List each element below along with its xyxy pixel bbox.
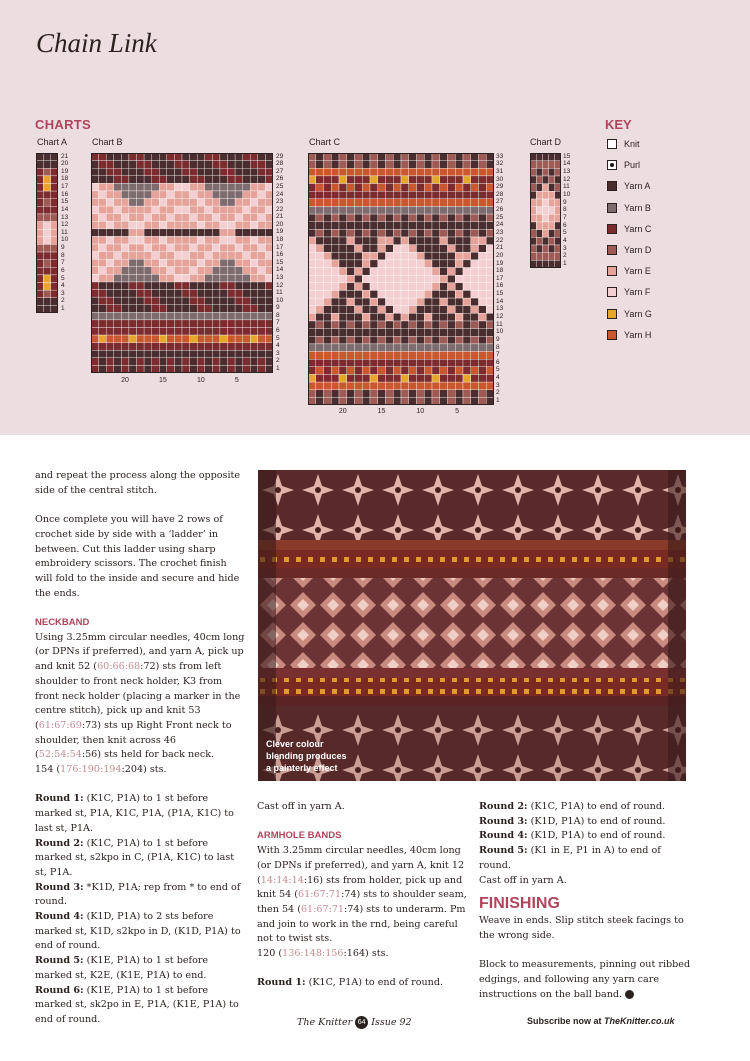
row-number: 29 xyxy=(276,152,284,160)
row-number: 20 xyxy=(496,251,504,259)
knitted-fabric-photo xyxy=(258,470,686,781)
row-number: 10 xyxy=(563,190,571,198)
chart-b-label: Chart B xyxy=(92,137,123,147)
row-number: 1 xyxy=(61,304,65,312)
issue-number: Issue 92 xyxy=(371,1017,412,1028)
round-4: Round 4: (K1D, P1A) to end of round. xyxy=(479,830,666,842)
key-item xyxy=(607,330,651,340)
page-title: Chain Link xyxy=(36,28,157,58)
row-number: 28 xyxy=(276,160,284,168)
row-number: 22 xyxy=(276,205,284,213)
row-number: 27 xyxy=(276,167,284,175)
row-number: 30 xyxy=(496,175,504,183)
row-number: 9 xyxy=(496,335,500,343)
footer-subscribe: Subscribe now at TheKnitter.co.uk xyxy=(527,1016,675,1026)
chart-a-grid xyxy=(36,153,58,313)
swatch-icon xyxy=(607,330,617,340)
row-number: 6 xyxy=(61,266,65,274)
row-number: 5 xyxy=(276,334,280,342)
row-number: 18 xyxy=(496,267,504,275)
row-number: 28 xyxy=(496,190,504,198)
end-mark-icon xyxy=(625,990,634,999)
swatch-icon xyxy=(607,245,617,255)
row-number: 21 xyxy=(61,152,69,160)
neckband-text: Using 3.25mm circular needles, 40cm long (or DPNs if preferred), and yarn A, pick up and knit 52 (60:66:68:72) sts from left shoulder to front neck holder, K3 from front neck holder (placing a marker in the centre stitch), pick up and knit 53 (61:67:69:73) sts up Right Front neck to shoulder, then knit across 46 (52:54:54:56) sts held for back neck. 154 (176:190:194:204) sts. xyxy=(35,631,245,776)
row-number: 16 xyxy=(61,190,69,198)
row-number: 3 xyxy=(496,381,500,389)
row-number: 4 xyxy=(61,282,65,290)
key-item xyxy=(607,181,650,191)
round-3: Round 3: *K1D, P1A; rep from * to end of round. xyxy=(35,881,241,908)
row-number: 32 xyxy=(496,160,504,168)
row-number: 1 xyxy=(276,365,280,372)
chart-b-grid xyxy=(91,153,273,373)
paragraph: Weave in ends. Slip stitch steek facings to the wrong side. xyxy=(479,915,684,941)
row-number: 6 xyxy=(563,221,567,229)
row-number: 9 xyxy=(61,244,65,252)
row-number: 12 xyxy=(61,221,69,229)
chart-d-label: Chart D xyxy=(530,137,562,147)
key-label: Yarn B xyxy=(624,202,651,213)
row-number: 5 xyxy=(496,366,500,374)
chart-a-label: Chart A xyxy=(37,137,68,147)
row-number: 4 xyxy=(563,236,567,244)
row-number: 2 xyxy=(276,357,280,365)
row-number: 5 xyxy=(563,229,567,237)
key-label: Yarn C xyxy=(624,223,652,234)
row-number: 17 xyxy=(496,274,504,282)
row-number: 25 xyxy=(496,213,504,221)
row-number: 14 xyxy=(496,297,504,305)
row-number: 20 xyxy=(276,220,284,228)
row-number: 6 xyxy=(496,358,500,366)
row-number: 1 xyxy=(496,396,500,404)
row-number: 7 xyxy=(61,259,65,267)
key-label: Yarn G xyxy=(624,308,652,319)
charts-heading: CHARTS xyxy=(35,117,91,132)
row-number: 8 xyxy=(276,311,280,319)
row-number: 19 xyxy=(496,259,504,267)
row-number: 3 xyxy=(61,289,65,297)
row-number: 17 xyxy=(276,243,284,251)
swatch-icon xyxy=(607,287,617,297)
key-label: Yarn D xyxy=(624,245,652,255)
column-2 xyxy=(257,800,467,991)
row-number: 13 xyxy=(496,305,504,313)
row-number: 8 xyxy=(61,251,65,259)
swatch-icon xyxy=(607,266,617,276)
magazine-name: The Knitter xyxy=(297,1017,353,1028)
key-item xyxy=(607,160,640,170)
row-number: 9 xyxy=(276,304,280,312)
row-number: 26 xyxy=(276,175,284,183)
row-number: 12 xyxy=(496,312,504,320)
round-6: Round 6: (K1E, P1A) to 1 st before marked st, sk2po in E, P1A, (K1E, P1A) to end of round. xyxy=(35,984,239,1025)
row-number: 26 xyxy=(496,206,504,214)
row-number: 15 xyxy=(496,290,504,298)
row-number: 11 xyxy=(61,228,68,236)
finishing-heading: FINISHING xyxy=(479,895,560,913)
row-number: 1 xyxy=(563,259,567,267)
row-number: 14 xyxy=(61,205,69,213)
swatch-icon xyxy=(607,224,617,234)
row-number: 27 xyxy=(496,198,504,206)
round-2: Round 2: (K1C, P1A) to end of round. xyxy=(479,801,666,812)
row-number: 16 xyxy=(276,251,284,259)
subscribe-link[interactable]: TheKnitter.co.uk xyxy=(604,1016,675,1026)
row-number: 9 xyxy=(563,198,567,206)
armhole-text: With 3.25mm circular needles, 40cm long (or DPNs if preferred), and yarn A, knit 12 (14:14:14:16) sts from holder, pick up and knit 54 (61:67:71:74) sts to shoulder seam, then 54 (61:67:71:74) sts to underarm. Pm and join to work in the rnd, being careful not to twist sts. 120 (136:148:156:164) sts. xyxy=(257,845,467,960)
key-item xyxy=(607,287,650,297)
round-2: Round 2: (K1C, P1A) to 1 st before marked st, s2kpo in C, (P1A, K1C) to last st, P1A. xyxy=(35,837,235,878)
row-number: 15 xyxy=(61,198,69,206)
key-label: Purl xyxy=(624,160,641,171)
row-number: 5 xyxy=(61,274,65,282)
row-number: 2 xyxy=(563,252,567,260)
swatch-icon xyxy=(607,181,617,191)
row-number: 15 xyxy=(276,258,284,266)
row-number: 19 xyxy=(276,228,284,236)
row-number: 10 xyxy=(496,328,504,336)
neckband-heading: NECKBAND xyxy=(35,617,90,628)
row-number: 2 xyxy=(61,297,65,305)
paragraph: Once complete you will have 2 rows of crochet side by side with a ‘ladder’ in between. Cut this ladder using sharp embroidery scissors. The crochet finish will fold to the inside and secure and hide the ends. xyxy=(35,514,240,599)
row-number: 10 xyxy=(276,296,284,304)
row-number: 23 xyxy=(276,198,284,206)
row-number: 8 xyxy=(563,206,567,214)
key-item xyxy=(607,139,640,149)
column-number: 15 xyxy=(377,408,386,415)
row-number: 11 xyxy=(276,289,283,297)
row-number: 4 xyxy=(276,342,280,350)
row-number: 33 xyxy=(496,152,504,160)
chart-b-column-numbers xyxy=(91,377,273,387)
row-number: 8 xyxy=(496,343,500,351)
row-number: 31 xyxy=(496,167,504,175)
key-label: Yarn H xyxy=(624,329,652,340)
row-number: 10 xyxy=(61,236,69,244)
chart-c-label: Chart C xyxy=(309,137,341,147)
paragraph: Cast off in yarn A. xyxy=(257,801,345,812)
key-item xyxy=(607,266,651,276)
key-label: Knit xyxy=(624,139,640,149)
row-number: 12 xyxy=(563,175,571,183)
row-number: 7 xyxy=(276,319,280,327)
chart-c-grid xyxy=(308,153,494,405)
key-label: Yarn E xyxy=(624,266,651,277)
round-5: Round 5: (K1 in E, P1 in A) to end of round. xyxy=(479,845,661,871)
row-number: 7 xyxy=(563,213,567,221)
column-number: 20 xyxy=(121,377,129,384)
column-number: 5 xyxy=(234,377,239,384)
row-number: 19 xyxy=(61,167,69,175)
row-number: 7 xyxy=(496,351,500,359)
round-3: Round 3: (K1D, P1A) to end of round. xyxy=(479,815,666,827)
column-3 xyxy=(479,800,694,1002)
round-5: Round 5: (K1E, P1A) to 1 st before marked st, K2E, (K1E, P1A) to end. xyxy=(35,955,209,981)
column-number: 5 xyxy=(455,408,460,415)
paragraph: Block to measurements, pinning out ribbed edgings, and following any yarn care instructions on the ball band. xyxy=(479,959,691,1000)
row-number: 24 xyxy=(276,190,284,198)
paragraph: and repeat the process along the opposite side of the central stitch. xyxy=(35,470,241,496)
column-1 xyxy=(35,469,245,1028)
column-number: 10 xyxy=(416,408,425,415)
row-number: 3 xyxy=(276,349,280,357)
row-number: 13 xyxy=(61,213,69,221)
swatch-icon xyxy=(607,203,617,213)
key-item xyxy=(607,309,652,319)
page-number: 64 xyxy=(355,1016,368,1029)
row-number: 13 xyxy=(563,167,571,175)
row-number: 22 xyxy=(496,236,504,244)
row-number: 11 xyxy=(496,320,503,328)
row-number: 18 xyxy=(61,175,69,183)
chart-c-column-numbers xyxy=(308,408,494,418)
key-label: Yarn F xyxy=(624,287,651,298)
row-number: 15 xyxy=(563,152,571,160)
key-label: Yarn A xyxy=(624,181,651,192)
row-number: 13 xyxy=(276,273,284,281)
key-heading: KEY xyxy=(605,117,632,132)
row-number: 12 xyxy=(276,281,284,289)
column-number: 20 xyxy=(338,408,347,415)
footer-issue xyxy=(297,1016,412,1029)
column-number: 15 xyxy=(159,377,167,384)
row-number: 14 xyxy=(563,160,571,168)
purl-dot-swatch-icon xyxy=(607,160,617,170)
row-number: 14 xyxy=(276,266,284,274)
round-1: Round 1: (K1C, P1A) to end of round. xyxy=(257,977,444,989)
swatch-icon xyxy=(607,309,617,319)
row-number: 18 xyxy=(276,236,284,244)
key-item xyxy=(607,203,651,213)
row-number: 21 xyxy=(496,244,504,252)
key-item xyxy=(607,245,651,255)
row-number: 3 xyxy=(563,244,567,252)
armhole-bands-heading: ARMHOLE BANDS xyxy=(257,830,342,842)
knit-swatch-icon xyxy=(607,139,617,149)
row-number: 23 xyxy=(496,228,504,236)
round-4: Round 4: (K1D, P1A) to 2 sts before marked st, K1D, s2kpo in D, (K1D, P1A) to end of round. xyxy=(35,911,241,952)
cast-off: Cast off in yarn A. xyxy=(479,874,567,886)
row-number: 25 xyxy=(276,182,284,190)
row-number: 4 xyxy=(496,374,500,382)
key-item xyxy=(607,224,651,234)
photo-caption: Clever colour blending produces a painterly effect xyxy=(266,739,347,773)
row-number: 6 xyxy=(276,327,280,335)
chart-d-grid xyxy=(530,153,561,268)
round-1: Round 1: (K1C, P1A) to 1 st before marked st, P1A, K1C, P1A, (P1A, K1C) to last st, P1A. xyxy=(35,793,234,834)
row-number: 11 xyxy=(563,183,570,191)
row-number: 29 xyxy=(496,183,504,191)
column-number: 10 xyxy=(196,377,205,384)
row-number: 21 xyxy=(276,213,284,221)
row-number: 24 xyxy=(496,221,504,229)
row-number: 16 xyxy=(496,282,504,290)
row-number: 17 xyxy=(61,183,69,191)
row-number: 2 xyxy=(496,389,500,397)
row-number: 20 xyxy=(61,160,69,168)
